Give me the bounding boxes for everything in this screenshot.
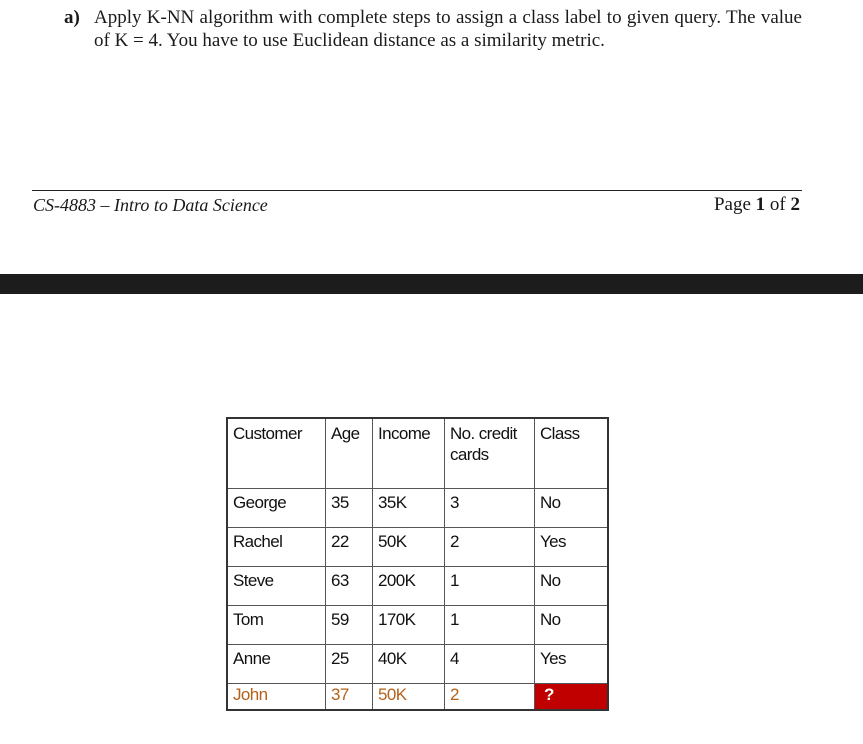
cell-class: No (535, 606, 609, 645)
query-credit-cards: 2 (445, 684, 535, 711)
page-break-band (0, 274, 863, 294)
customer-table (226, 417, 609, 711)
table-row (227, 528, 608, 567)
footer-divider (32, 190, 802, 191)
query-customer: John (227, 684, 326, 711)
cell-customer: Tom (227, 606, 326, 645)
cell-age: 35 (326, 489, 373, 528)
cell-income: 200K (373, 567, 445, 606)
header-class: Class (535, 418, 609, 489)
course-name: CS-4883 – Intro to Data Science (33, 195, 268, 215)
header-customer: Customer (227, 418, 326, 489)
cell-class: Yes (535, 645, 609, 684)
cell-class: No (535, 489, 609, 528)
header-age: Age (326, 418, 373, 489)
cell-class: Yes (535, 528, 609, 567)
page-total: 2 (790, 194, 800, 215)
cell-age: 25 (326, 645, 373, 684)
cell-credit-cards: 1 (445, 567, 535, 606)
cell-customer: Rachel (227, 528, 326, 567)
cell-customer: Steve (227, 567, 326, 606)
table-row (227, 606, 608, 645)
header-credit-cards: No. credit cards (445, 418, 535, 489)
cell-income: 50K (373, 528, 445, 567)
page-number (714, 194, 800, 216)
cell-income: 40K (373, 645, 445, 684)
table-row (227, 489, 608, 528)
table-row (227, 567, 608, 606)
table-row (227, 645, 608, 684)
question-text: Apply K-NN algorithm with complete steps to assign a class label to given query. The value of K = 4. You have to use Euclidean distance as a similarity metric. (94, 7, 802, 51)
header-income: Income (373, 418, 445, 489)
cell-age: 22 (326, 528, 373, 567)
table-header-row (227, 418, 608, 489)
query-row (227, 684, 608, 711)
page-current: 1 (755, 194, 766, 215)
question-marker: a) (64, 7, 80, 28)
query-income: 50K (373, 684, 445, 711)
cell-credit-cards: 3 (445, 489, 535, 528)
cell-income: 170K (373, 606, 445, 645)
query-age: 37 (326, 684, 373, 711)
cell-credit-cards: 2 (445, 528, 535, 567)
cell-class: No (535, 567, 609, 606)
page-label: Page (713, 194, 751, 215)
cell-age: 59 (326, 606, 373, 645)
cell-age: 63 (326, 567, 373, 606)
page-of: of (769, 194, 786, 215)
cell-income: 35K (373, 489, 445, 528)
cell-credit-cards: 4 (445, 645, 535, 684)
cell-customer: Anne (227, 645, 326, 684)
cell-credit-cards: 1 (445, 606, 535, 645)
cell-customer: George (227, 489, 326, 528)
query-class-unknown: ? (535, 684, 609, 711)
